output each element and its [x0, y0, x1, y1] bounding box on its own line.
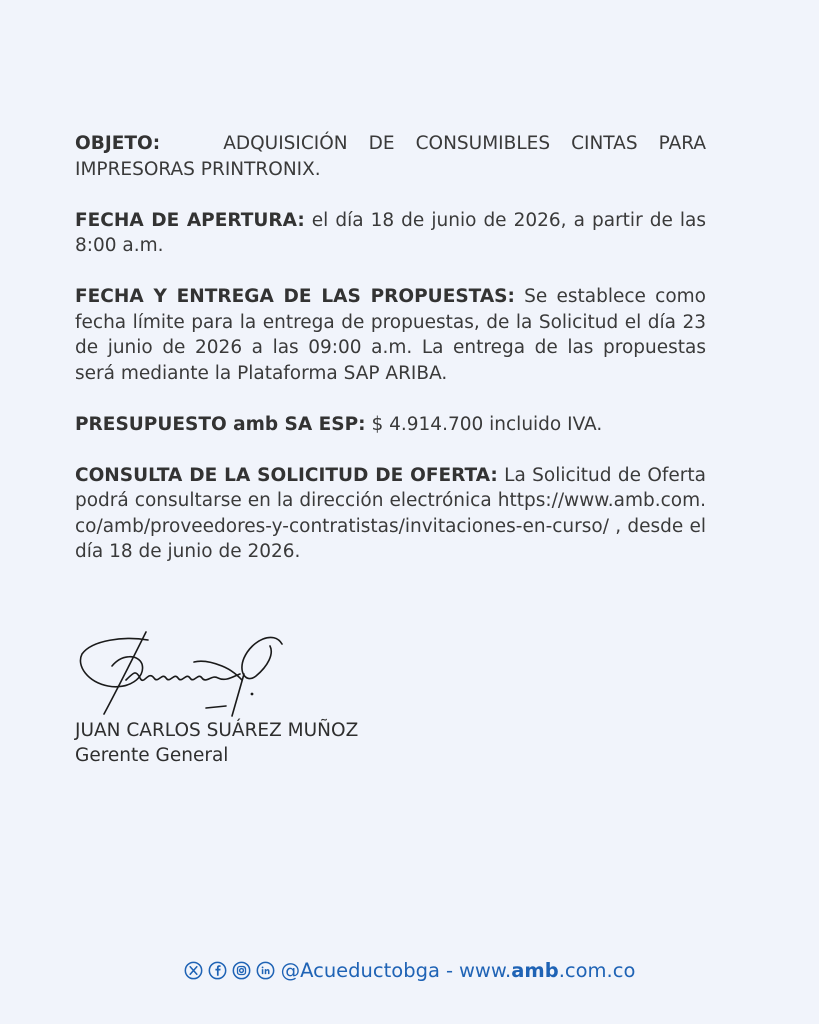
objeto-paragraph	[75, 131, 706, 182]
consulta-text-after: , desde el día 18 de junio de 2026.	[75, 515, 706, 562]
social-icons	[184, 961, 275, 980]
x-icon[interactable]	[184, 961, 203, 980]
consulta-paragraph	[75, 463, 706, 565]
signer-name: JUAN CARLOS SUÁREZ MUÑOZ	[75, 720, 359, 741]
objeto-label: OBJETO:	[75, 133, 161, 154]
website-brand: amb	[511, 958, 559, 982]
facebook-icon[interactable]	[208, 961, 227, 980]
presupuesto-label: PRESUPUESTO amb SA ESP:	[75, 413, 366, 435]
consulta-text: La Solicitud de Oferta podrá consultarse en la dirección electrónica	[75, 464, 706, 511]
consulta-label: CONSULTA DE LA SOLICITUD DE OFERTA:	[75, 464, 498, 486]
linkedin-icon[interactable]	[256, 961, 275, 980]
consulta-url[interactable]: https://www.amb.com.co/amb/proveedores-y-contratistas/invitaciones-en-curso/	[75, 490, 706, 537]
website-suffix: .com.co	[558, 958, 636, 982]
apertura-paragraph	[75, 208, 706, 259]
entrega-label: FECHA Y ENTREGA DE LAS PROPUESTAS:	[75, 286, 515, 307]
website-link[interactable]	[459, 959, 635, 982]
document-body	[75, 131, 706, 590]
entrega-text: Se establece como fecha límite para la entrega de propuestas, de la Solicitud el día 23 de junio de 2026 a las 09:00 a.m. La entrega de las propuestas será mediante la Plataforma SAP ARIBA.	[75, 286, 706, 384]
entrega-paragraph	[75, 284, 706, 386]
footer	[0, 956, 819, 984]
footer-separator: -	[445, 958, 453, 982]
instagram-icon[interactable]	[232, 961, 251, 980]
apertura-text: el día 18 de junio de 2026, a partir de las 8:00 a.m.	[75, 209, 706, 256]
objeto-text: ADQUISICIÓN DE CONSUMIBLES CINTAS PARA IMPRESORAS PRINTRONIX.	[75, 133, 706, 180]
presupuesto-text: $ 4.914.700 incluido IVA.	[371, 413, 603, 435]
social-handle[interactable]: @Acueductobga	[280, 958, 440, 982]
apertura-label: FECHA DE APERTURA:	[75, 209, 305, 231]
signer-role: Gerente General	[75, 745, 229, 766]
website-prefix: www.	[458, 958, 512, 982]
handwritten-signature	[76, 626, 291, 721]
presupuesto-paragraph	[75, 412, 706, 438]
